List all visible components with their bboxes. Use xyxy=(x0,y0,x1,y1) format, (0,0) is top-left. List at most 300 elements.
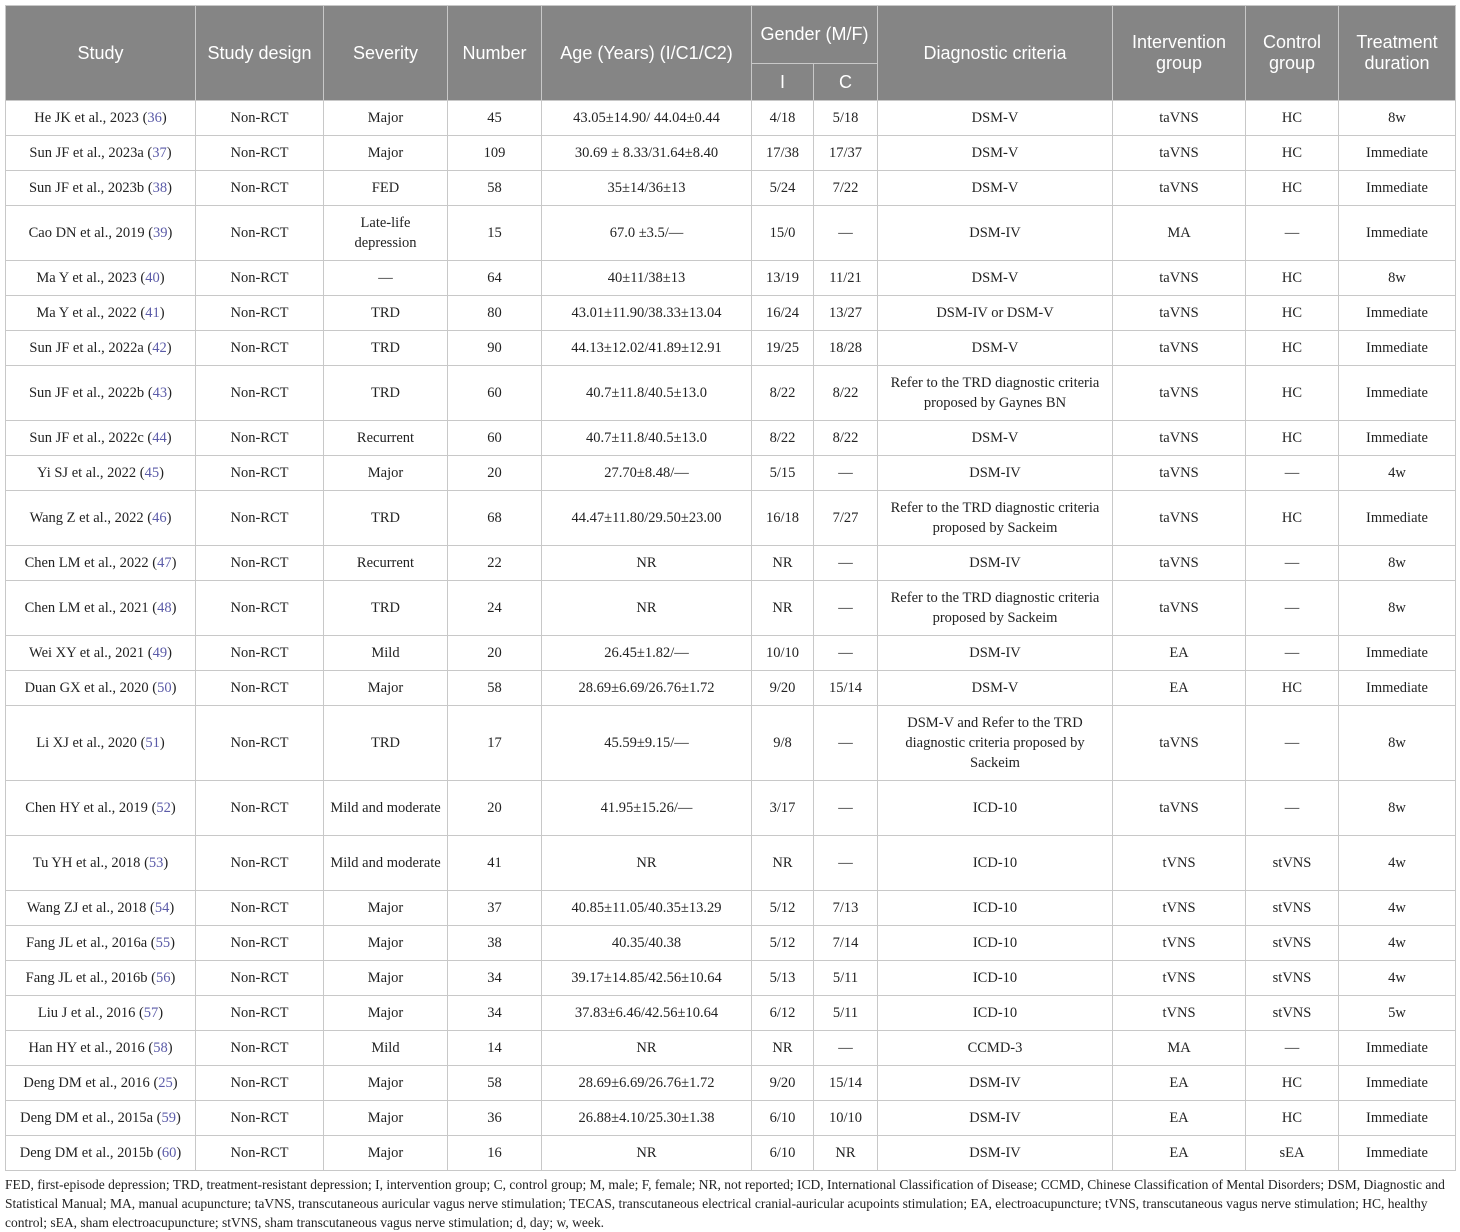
number-cell: 80 xyxy=(448,296,542,331)
severity-cell: Recurrent xyxy=(324,421,448,456)
study-name: Tu YH et al., 2018 xyxy=(32,855,141,871)
study-name: Deng DM et al., 2015b xyxy=(19,1145,154,1161)
duration-cell: 4w xyxy=(1339,456,1456,491)
control-cell: HC xyxy=(1246,366,1339,421)
reference-link[interactable]: 36 xyxy=(147,110,162,126)
reference-link[interactable]: 39 xyxy=(153,225,168,241)
study-design-cell: Non-RCT xyxy=(196,101,324,136)
diagnostic-criteria-cell: DSM-IV xyxy=(878,456,1113,491)
reference-link[interactable]: 43 xyxy=(152,385,168,401)
diagnostic-criteria-cell: CCMD-3 xyxy=(878,1031,1113,1066)
control-cell: HC xyxy=(1246,671,1339,706)
study-name: Wang ZJ et al., 2018 xyxy=(26,900,147,916)
gender-c-cell: 5/11 xyxy=(814,996,878,1031)
age-cell: 28.69±6.69/26.76±1.72 xyxy=(542,671,752,706)
age-cell: 37.83±6.46/42.56±10.64 xyxy=(542,996,752,1031)
duration-cell: 4w xyxy=(1339,926,1456,961)
severity-cell: FED xyxy=(324,171,448,206)
gender-i-cell: NR xyxy=(752,581,814,636)
age-cell: 44.13±12.02/41.89±12.91 xyxy=(542,331,752,366)
study-name: Fang JL et al., 2016a xyxy=(26,935,148,951)
study-design-cell: Non-RCT xyxy=(196,171,324,206)
table-row xyxy=(6,366,1456,421)
number-cell: 20 xyxy=(448,781,542,836)
duration-cell: 4w xyxy=(1339,836,1456,891)
duration-cell: 8w xyxy=(1339,101,1456,136)
gender-c-cell: — xyxy=(814,456,878,491)
study-cell: Sun JF et al., 2023b (38) xyxy=(6,171,196,206)
study-cell: Fang JL et al., 2016a (55) xyxy=(6,926,196,961)
header-study: Study xyxy=(6,6,196,101)
table-footnote: FED, first-episode depression; TRD, treatment-resistant depression; I, intervention group; C, control group; M, male; F, female; NR, not reported; ICD, International Classification of Disease; CCMD, Chinese Classification of Mental Disorders; DSM, Diagnostic and Statistical Manual; MA, manual acupuncture; taVNS, transcutaneous auricular vagus nerve stimulation; TECAS, transcutaneous electrical cranial-auricular acupoints stimulation; EA, electroacupuncture; tVNS, transcutaneous vagus nerve stimulation; HC, healthy control; sEA, sham electroacupuncture; stVNS, sham transcutaneous vagus nerve stimulation; d, day; w, week. xyxy=(5,1177,1445,1230)
gender-i-cell: 9/20 xyxy=(752,671,814,706)
duration-cell: Immediate xyxy=(1339,1136,1456,1171)
header-age: Age (Years) (I/C1/C2) xyxy=(542,6,752,101)
reference-link[interactable]: 51 xyxy=(145,735,160,751)
gender-i-cell: NR xyxy=(752,546,814,581)
reference-link[interactable]: 50 xyxy=(157,680,172,696)
duration-cell: Immediate xyxy=(1339,491,1456,546)
study-cell: Sun JF et al., 2022c (44) xyxy=(6,421,196,456)
diagnostic-criteria-cell: DSM-V xyxy=(878,101,1113,136)
severity-cell: Late-life depression xyxy=(324,206,448,261)
gender-i-cell: 8/22 xyxy=(752,366,814,421)
diagnostic-criteria-cell: DSM-IV xyxy=(878,206,1113,261)
age-cell: 40.35/40.38 xyxy=(542,926,752,961)
header-number: Number xyxy=(448,6,542,101)
gender-c-cell: 18/28 xyxy=(814,331,878,366)
reference-link[interactable]: 45 xyxy=(144,465,160,481)
table-row xyxy=(6,781,1456,836)
control-cell: — xyxy=(1246,1031,1339,1066)
diagnostic-criteria-cell: ICD-10 xyxy=(878,926,1113,961)
gender-i-cell: NR xyxy=(752,836,814,891)
intervention-cell: taVNS xyxy=(1113,781,1246,836)
number-cell: 109 xyxy=(448,136,542,171)
study-design-cell: Non-RCT xyxy=(196,366,324,421)
age-cell: 26.88±4.10/25.30±1.38 xyxy=(542,1101,752,1136)
gender-i-cell: 5/15 xyxy=(752,456,814,491)
number-cell: 14 xyxy=(448,1031,542,1066)
gender-c-cell: 10/10 xyxy=(814,1101,878,1136)
control-cell: — xyxy=(1246,781,1339,836)
study-design-cell: Non-RCT xyxy=(196,706,324,781)
control-cell: HC xyxy=(1246,1066,1339,1101)
study-design-cell: Non-RCT xyxy=(196,836,324,891)
gender-i-cell: 13/19 xyxy=(752,261,814,296)
study-name: Wei XY et al., 2021 xyxy=(29,645,145,661)
gender-c-cell: NR xyxy=(814,1136,878,1171)
age-cell: 41.95±15.26/— xyxy=(542,781,752,836)
number-cell: 41 xyxy=(448,836,542,891)
table-row xyxy=(6,836,1456,891)
duration-cell: Immediate xyxy=(1339,331,1456,366)
study-cell: Duan GX et al., 2020 (50) xyxy=(6,671,196,706)
header-gender-i: I xyxy=(752,64,814,101)
duration-cell: Immediate xyxy=(1339,1031,1456,1066)
reference-link[interactable]: 54 xyxy=(154,900,170,916)
severity-cell: Major xyxy=(324,101,448,136)
gender-i-cell: 9/20 xyxy=(752,1066,814,1101)
intervention-cell: taVNS xyxy=(1113,491,1246,546)
control-cell: — xyxy=(1246,546,1339,581)
diagnostic-criteria-cell: DSM-V xyxy=(878,261,1113,296)
age-cell: 40.85±11.05/40.35±13.29 xyxy=(542,891,752,926)
reference-link[interactable]: 55 xyxy=(155,935,171,951)
header-control-group: Control group xyxy=(1246,6,1339,101)
gender-c-cell: 15/14 xyxy=(814,1066,878,1101)
study-cell: Liu J et al., 2016 (57) xyxy=(6,996,196,1031)
study-design-cell: Non-RCT xyxy=(196,136,324,171)
intervention-cell: EA xyxy=(1113,1101,1246,1136)
gender-c-cell: 8/22 xyxy=(814,366,878,421)
study-cell: Fang JL et al., 2016b (56) xyxy=(6,961,196,996)
header-treatment-duration: Treatment duration xyxy=(1339,6,1456,101)
study-cell: Sun JF et al., 2022a (42) xyxy=(6,331,196,366)
diagnostic-criteria-cell: ICD-10 xyxy=(878,891,1113,926)
table-row xyxy=(6,996,1456,1031)
number-cell: 22 xyxy=(448,546,542,581)
intervention-cell: tVNS xyxy=(1113,996,1246,1031)
control-cell: HC xyxy=(1246,296,1339,331)
study-design-cell: Non-RCT xyxy=(196,261,324,296)
reference-link[interactable]: 59 xyxy=(161,1110,176,1126)
study-name: Sun JF et al., 2023a xyxy=(29,145,144,161)
study-name: Sun JF et al., 2022b xyxy=(28,385,145,401)
reference-link[interactable]: 58 xyxy=(153,1040,168,1056)
reference-link[interactable]: 49 xyxy=(152,645,168,661)
number-cell: 20 xyxy=(448,456,542,491)
number-cell: 34 xyxy=(448,996,542,1031)
table-row xyxy=(6,891,1456,926)
severity-cell: TRD xyxy=(324,366,448,421)
reference-link[interactable]: 46 xyxy=(152,510,167,526)
study-cell: Cao DN et al., 2019 (39) xyxy=(6,206,196,261)
intervention-cell: taVNS xyxy=(1113,581,1246,636)
control-cell: HC xyxy=(1246,1101,1339,1136)
age-cell: 40±11/38±13 xyxy=(542,261,752,296)
control-cell: stVNS xyxy=(1246,926,1339,961)
number-cell: 34 xyxy=(448,961,542,996)
table-row xyxy=(6,101,1456,136)
study-name: He JK et al., 2023 xyxy=(34,110,139,126)
study-cell: Wang Z et al., 2022 (46) xyxy=(6,491,196,546)
control-cell: HC xyxy=(1246,101,1339,136)
number-cell: 64 xyxy=(448,261,542,296)
severity-cell: Major xyxy=(324,136,448,171)
age-cell: NR xyxy=(542,1031,752,1066)
reference-link[interactable]: 40 xyxy=(145,270,160,286)
study-characteristics-table xyxy=(5,5,1456,1171)
study-table-container xyxy=(5,5,1455,1232)
number-cell: 60 xyxy=(448,366,542,421)
intervention-cell: taVNS xyxy=(1113,136,1246,171)
study-name: Yi SJ et al., 2022 xyxy=(37,465,137,481)
age-cell: 28.69±6.69/26.76±1.72 xyxy=(542,1066,752,1101)
control-cell: HC xyxy=(1246,136,1339,171)
intervention-cell: taVNS xyxy=(1113,366,1246,421)
control-cell: HC xyxy=(1246,491,1339,546)
control-cell: stVNS xyxy=(1246,891,1339,926)
gender-i-cell: 5/13 xyxy=(752,961,814,996)
study-design-cell: Non-RCT xyxy=(196,1101,324,1136)
age-cell: 40.7±11.8/40.5±13.0 xyxy=(542,421,752,456)
severity-cell: TRD xyxy=(324,296,448,331)
reference-link[interactable]: 53 xyxy=(148,855,164,871)
study-design-cell: Non-RCT xyxy=(196,961,324,996)
reference-link[interactable]: 57 xyxy=(143,1005,159,1021)
diagnostic-criteria-cell: ICD-10 xyxy=(878,996,1113,1031)
intervention-cell: tVNS xyxy=(1113,961,1246,996)
study-cell: Chen LM et al., 2022 (47) xyxy=(6,546,196,581)
control-cell: stVNS xyxy=(1246,836,1339,891)
control-cell: HC xyxy=(1246,421,1339,456)
diagnostic-criteria-cell: DSM-V xyxy=(878,171,1113,206)
study-cell: Sun JF et al., 2022b (43) xyxy=(6,366,196,421)
reference-link[interactable]: 37 xyxy=(152,145,167,161)
reference-link[interactable]: 41 xyxy=(145,305,160,321)
reference-link[interactable]: 42 xyxy=(152,340,167,356)
study-cell: Han HY et al., 2016 (58) xyxy=(6,1031,196,1066)
study-name: Cao DN et al., 2019 xyxy=(28,225,145,241)
severity-cell: TRD xyxy=(324,581,448,636)
study-cell: Wei XY et al., 2021 (49) xyxy=(6,636,196,671)
study-cell: Wang ZJ et al., 2018 (54) xyxy=(6,891,196,926)
intervention-cell: tVNS xyxy=(1113,926,1246,961)
number-cell: 20 xyxy=(448,636,542,671)
duration-cell: 4w xyxy=(1339,961,1456,996)
gender-c-cell: 5/18 xyxy=(814,101,878,136)
table-row xyxy=(6,961,1456,996)
study-design-cell: Non-RCT xyxy=(196,1031,324,1066)
number-cell: 68 xyxy=(448,491,542,546)
number-cell: 15 xyxy=(448,206,542,261)
reference-link[interactable]: 47 xyxy=(157,555,172,571)
age-cell: 26.45±1.82/— xyxy=(542,636,752,671)
header-gender: Gender (M/F) xyxy=(752,6,878,64)
gender-c-cell: 17/37 xyxy=(814,136,878,171)
gender-c-cell: 7/27 xyxy=(814,491,878,546)
intervention-cell: taVNS xyxy=(1113,546,1246,581)
gender-i-cell: 3/17 xyxy=(752,781,814,836)
intervention-cell: taVNS xyxy=(1113,296,1246,331)
number-cell: 24 xyxy=(448,581,542,636)
study-cell: Yi SJ et al., 2022 (45) xyxy=(6,456,196,491)
control-cell: — xyxy=(1246,706,1339,781)
number-cell: 58 xyxy=(448,171,542,206)
severity-cell: Mild and moderate xyxy=(324,781,448,836)
number-cell: 38 xyxy=(448,926,542,961)
study-name: Sun JF et al., 2023b xyxy=(28,180,145,196)
severity-cell: Major xyxy=(324,1101,448,1136)
table-row xyxy=(6,261,1456,296)
intervention-cell: EA xyxy=(1113,1136,1246,1171)
table-row xyxy=(6,491,1456,546)
reference-link[interactable]: 25 xyxy=(158,1075,173,1091)
severity-cell: Major xyxy=(324,891,448,926)
gender-c-cell: — xyxy=(814,781,878,836)
gender-c-cell: 8/22 xyxy=(814,421,878,456)
duration-cell: 8w xyxy=(1339,781,1456,836)
gender-c-cell: 13/27 xyxy=(814,296,878,331)
study-cell: Ma Y et al., 2023 (40) xyxy=(6,261,196,296)
gender-i-cell: 4/18 xyxy=(752,101,814,136)
age-cell: NR xyxy=(542,581,752,636)
severity-cell: Mild xyxy=(324,1031,448,1066)
age-cell: 35±14/36±13 xyxy=(542,171,752,206)
diagnostic-criteria-cell: DSM-IV or DSM-V xyxy=(878,296,1113,331)
intervention-cell: taVNS xyxy=(1113,101,1246,136)
table-row xyxy=(6,206,1456,261)
severity-cell: — xyxy=(324,261,448,296)
table-header xyxy=(6,6,1456,101)
control-cell: sEA xyxy=(1246,1136,1339,1171)
control-cell: — xyxy=(1246,456,1339,491)
duration-cell: 8w xyxy=(1339,261,1456,296)
duration-cell: Immediate xyxy=(1339,636,1456,671)
header-severity: Severity xyxy=(324,6,448,101)
study-name: Wang Z et al., 2022 xyxy=(29,510,144,526)
study-name: Han HY et al., 2016 xyxy=(28,1040,145,1056)
control-cell: — xyxy=(1246,636,1339,671)
duration-cell: Immediate xyxy=(1339,136,1456,171)
age-cell: 30.69 ± 8.33/31.64±8.40 xyxy=(542,136,752,171)
study-design-cell: Non-RCT xyxy=(196,1066,324,1101)
severity-cell: Mild and moderate xyxy=(324,836,448,891)
severity-cell: Major xyxy=(324,456,448,491)
table-row xyxy=(6,331,1456,366)
age-cell: NR xyxy=(542,1136,752,1171)
diagnostic-criteria-cell: DSM-IV xyxy=(878,636,1113,671)
duration-cell: Immediate xyxy=(1339,206,1456,261)
reference-link[interactable]: 38 xyxy=(152,180,168,196)
gender-i-cell: 16/24 xyxy=(752,296,814,331)
study-cell: Deng DM et al., 2016 (25) xyxy=(6,1066,196,1101)
intervention-cell: tVNS xyxy=(1113,836,1246,891)
diagnostic-criteria-cell: Refer to the TRD diagnostic criteria proposed by Sackeim xyxy=(878,491,1113,546)
control-cell: HC xyxy=(1246,171,1339,206)
study-name: Ma Y et al., 2023 xyxy=(36,270,137,286)
reference-link[interactable]: 48 xyxy=(157,600,172,616)
age-cell: 27.70±8.48/— xyxy=(542,456,752,491)
duration-cell: Immediate xyxy=(1339,366,1456,421)
number-cell: 90 xyxy=(448,331,542,366)
study-design-cell: Non-RCT xyxy=(196,206,324,261)
duration-cell: Immediate xyxy=(1339,1101,1456,1136)
age-cell: NR xyxy=(542,836,752,891)
study-name: Sun JF et al., 2022a xyxy=(29,340,144,356)
study-name: Fang JL et al., 2016b xyxy=(25,970,148,986)
number-cell: 60 xyxy=(448,421,542,456)
number-cell: 36 xyxy=(448,1101,542,1136)
study-name: Liu J et al., 2016 xyxy=(37,1005,136,1021)
control-cell: HC xyxy=(1246,261,1339,296)
age-cell: 67.0 ±3.5/— xyxy=(542,206,752,261)
table-row xyxy=(6,1101,1456,1136)
intervention-cell: EA xyxy=(1113,671,1246,706)
study-cell: Ma Y et al., 2022 (41) xyxy=(6,296,196,331)
intervention-cell: taVNS xyxy=(1113,261,1246,296)
severity-cell: Major xyxy=(324,1066,448,1101)
diagnostic-criteria-cell: DSM-V xyxy=(878,331,1113,366)
intervention-cell: MA xyxy=(1113,1031,1246,1066)
diagnostic-criteria-cell: ICD-10 xyxy=(878,836,1113,891)
study-name: Duan GX et al., 2020 xyxy=(24,680,149,696)
header-gender-c: C xyxy=(814,64,878,101)
study-name: Chen LM et al., 2022 xyxy=(24,555,149,571)
number-cell: 58 xyxy=(448,1066,542,1101)
study-cell: Li XJ et al., 2020 (51) xyxy=(6,706,196,781)
diagnostic-criteria-cell: DSM-IV xyxy=(878,1101,1113,1136)
study-design-cell: Non-RCT xyxy=(196,891,324,926)
control-cell: HC xyxy=(1246,331,1339,366)
reference-link[interactable]: 60 xyxy=(161,1145,177,1161)
age-cell: 40.7±11.8/40.5±13.0 xyxy=(542,366,752,421)
severity-cell: Major xyxy=(324,926,448,961)
gender-i-cell: 6/10 xyxy=(752,1101,814,1136)
severity-cell: TRD xyxy=(324,706,448,781)
severity-cell: Major xyxy=(324,1136,448,1171)
table-row xyxy=(6,421,1456,456)
diagnostic-criteria-cell: Refer to the TRD diagnostic criteria proposed by Sackeim xyxy=(878,581,1113,636)
study-name: Deng DM et al., 2016 xyxy=(23,1075,150,1091)
severity-cell: Major xyxy=(324,996,448,1031)
reference-link[interactable]: 44 xyxy=(152,430,167,446)
study-cell: Sun JF et al., 2023a (37) xyxy=(6,136,196,171)
study-design-cell: Non-RCT xyxy=(196,331,324,366)
diagnostic-criteria-cell: DSM-V xyxy=(878,671,1113,706)
number-cell: 17 xyxy=(448,706,542,781)
gender-c-cell: 7/14 xyxy=(814,926,878,961)
diagnostic-criteria-cell: DSM-IV xyxy=(878,1066,1113,1101)
table-row xyxy=(6,171,1456,206)
duration-cell: 8w xyxy=(1339,706,1456,781)
gender-c-cell: 15/14 xyxy=(814,671,878,706)
diagnostic-criteria-cell: DSM-IV xyxy=(878,1136,1113,1171)
control-cell: stVNS xyxy=(1246,996,1339,1031)
intervention-cell: taVNS xyxy=(1113,331,1246,366)
gender-c-cell: — xyxy=(814,581,878,636)
age-cell: 44.47±11.80/29.50±23.00 xyxy=(542,491,752,546)
age-cell: NR xyxy=(542,546,752,581)
severity-cell: Recurrent xyxy=(324,546,448,581)
table-row xyxy=(6,546,1456,581)
reference-link[interactable]: 52 xyxy=(156,800,171,816)
study-cell: He JK et al., 2023 (36) xyxy=(6,101,196,136)
duration-cell: 8w xyxy=(1339,546,1456,581)
reference-link[interactable]: 56 xyxy=(156,970,171,986)
gender-c-cell: 5/11 xyxy=(814,961,878,996)
study-cell: Chen LM et al., 2021 (48) xyxy=(6,581,196,636)
table-row xyxy=(6,671,1456,706)
gender-c-cell: — xyxy=(814,636,878,671)
study-design-cell: Non-RCT xyxy=(196,546,324,581)
gender-c-cell: — xyxy=(814,206,878,261)
gender-c-cell: 7/22 xyxy=(814,171,878,206)
age-cell: 45.59±9.15/— xyxy=(542,706,752,781)
study-cell: Deng DM et al., 2015b (60) xyxy=(6,1136,196,1171)
study-design-cell: Non-RCT xyxy=(196,581,324,636)
diagnostic-criteria-cell: ICD-10 xyxy=(878,781,1113,836)
severity-cell: TRD xyxy=(324,331,448,366)
gender-i-cell: 19/25 xyxy=(752,331,814,366)
control-cell: stVNS xyxy=(1246,961,1339,996)
age-cell: 43.05±14.90/ 44.04±0.44 xyxy=(542,101,752,136)
study-design-cell: Non-RCT xyxy=(196,421,324,456)
intervention-cell: tVNS xyxy=(1113,891,1246,926)
study-design-cell: Non-RCT xyxy=(196,636,324,671)
intervention-cell: taVNS xyxy=(1113,456,1246,491)
